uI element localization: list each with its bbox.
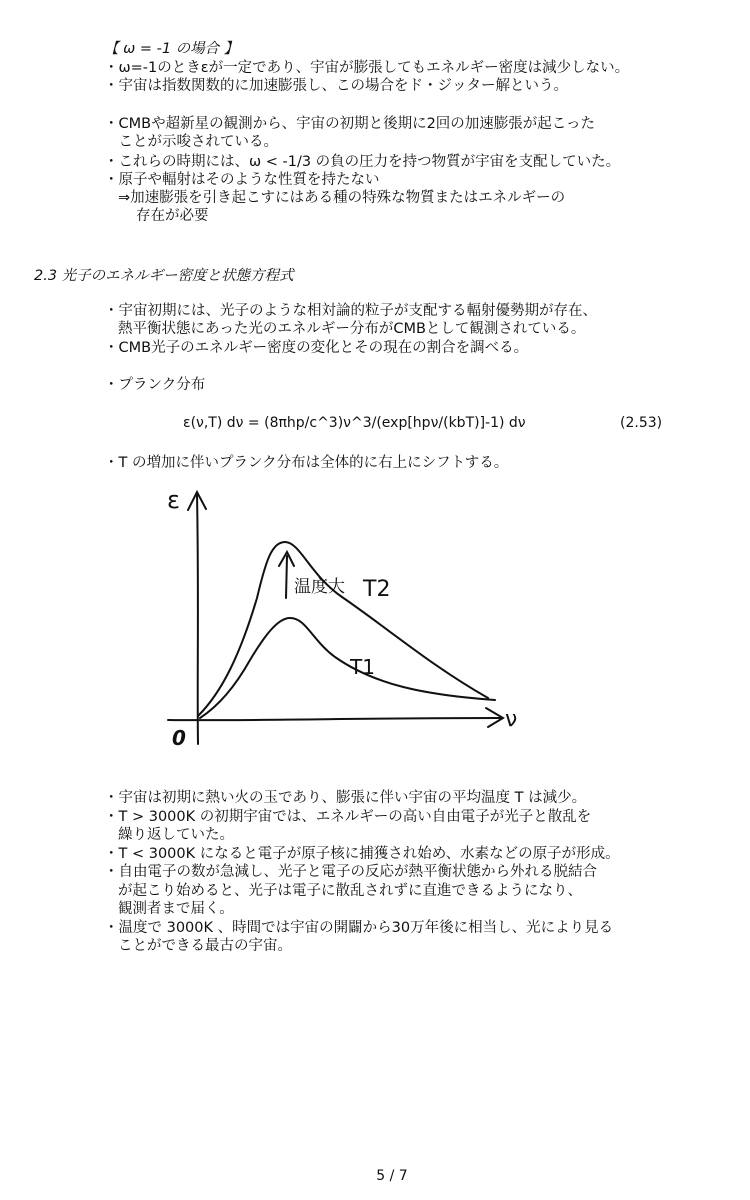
summary-line-5: ・自由電子の数が急減し、光子と電子の反応が熱平衡状態から外れる脱結合 (104, 864, 597, 880)
omega-line-8: 存在が必要 (136, 208, 209, 224)
planck-label: ・プランク分布 (104, 377, 206, 393)
omega-line-3: ・CMBや超新星の観測から、宇宙の初期と後期に2回の加速膨張が起こった (104, 116, 596, 132)
omega-line-1: ・ω=-1のときεが一定であり、宇宙が膨張してもエネルギー密度は減少しない。 (104, 60, 630, 76)
page-number: 5 / 7 (376, 1168, 408, 1184)
omega-line-5: ・これらの時期には、ω < -1/3 の負の圧力を持つ物質が宇宙を支配していた。 (104, 154, 621, 170)
summary-line-1: ・宇宙は初期に熱い火の玉であり、膨張に伴い宇宙の平均温度 T は減少。 (104, 790, 587, 806)
planck-curve-sketch (160, 480, 530, 755)
curve-t1 (200, 618, 495, 718)
summary-line-7: 観測者まで届く。 (118, 901, 234, 917)
curve-t2 (198, 542, 488, 716)
temperature-arrow (286, 556, 287, 598)
summary-line-9: ことができる最古の宇宙。 (118, 938, 292, 954)
equation-number: (2.53) (620, 415, 663, 431)
omega-line-6: ・原子や輻射はそのような性質を持たない (104, 172, 380, 188)
summary-line-4: ・T < 3000K になると電子が原子核に捕獲され始め、水素などの原子が形成。 (104, 846, 620, 862)
intro-line-2: 熱平衡状態にあった光のエネルギー分布がCMBとして観測されている。 (118, 321, 586, 337)
origin-label: 0 (172, 726, 186, 750)
intro-line-3: ・CMB光子のエネルギー密度の変化とその現在の割合を調べる。 (104, 340, 529, 356)
summary-line-3: 繰り返していた。 (118, 827, 234, 843)
summary-line-6: が起こり始めると、光子は電子に散乱されずに直進できるようになり、 (118, 883, 582, 899)
section-title: 2.3 光子のエネルギー密度と状態方程式 (34, 268, 294, 284)
x-axis-line (168, 718, 502, 720)
omega-line-2: ・宇宙は指数関数的に加速膨張し、この場合をド・ジッター解という。 (104, 78, 568, 94)
summary-line-2: ・T > 3000K の初期宇宙では、エネルギーの高い自由電子が光子と散乱を (104, 809, 592, 825)
curve-t2-label: T2 (363, 577, 391, 602)
y-axis-line (197, 494, 198, 744)
planck-equation: ε(ν,T) dν = (8πhp/c^3)ν^3/(exp[hpν/(kbT)]-1) dν (183, 415, 526, 431)
summary-line-8: ・温度で 3000K 、時間では宇宙の開闢から30万年後に相当し、光により見る (104, 920, 614, 936)
curve-t1-label: T1 (350, 655, 375, 679)
intro-line-1: ・宇宙初期には、光子のような相対論的粒子が支配する輻射優勢期が存在、 (104, 303, 597, 319)
y-axis-label: ε (167, 486, 180, 514)
omega-line-4: ことが示唆されている。 (104, 134, 278, 150)
shift-note: ・T の増加に伴いプランク分布は全体的に右上にシフトする。 (104, 455, 509, 471)
arrow-note: 温度大 (294, 577, 345, 597)
x-axis-label: ν (505, 707, 518, 732)
omega-heading: 【 ω = -1 の場合 】 (104, 41, 239, 57)
omega-line-7: ⇒加速膨張を引き起こすにはある種の特殊な物質またはエネルギーの (118, 190, 566, 206)
